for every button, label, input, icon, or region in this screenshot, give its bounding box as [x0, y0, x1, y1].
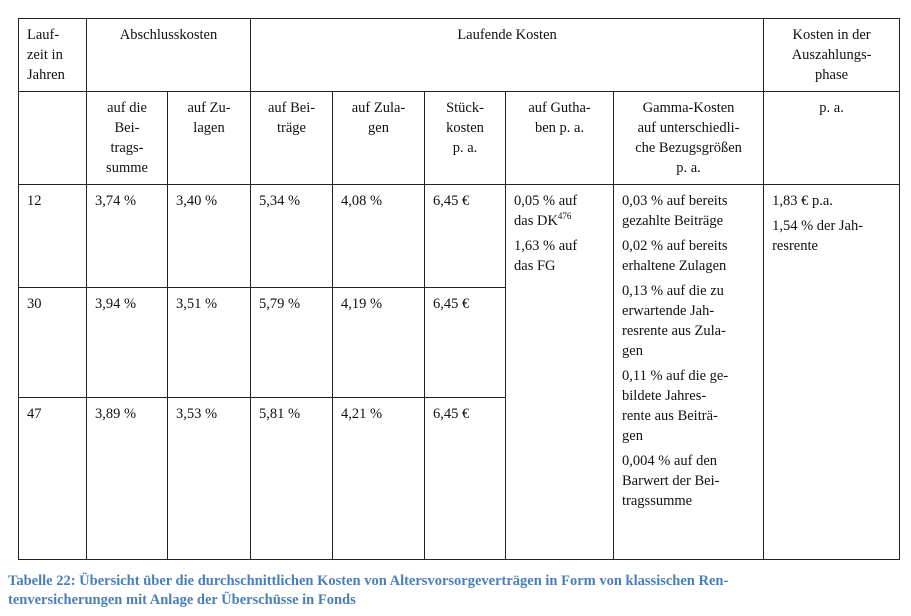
header-stueckkosten: Stück- kosten p. a. — [425, 92, 506, 185]
header-blank — [19, 92, 87, 185]
guthaben-dk-text: 0,05 % auf das DK — [514, 193, 578, 229]
cell-beitragssumme: 3,94 % — [87, 288, 168, 398]
cell-gamma — [614, 185, 764, 560]
header-gamma: Gamma-Kosten auf unterschiedli- che Bezugsgrößen p. a. — [614, 92, 764, 185]
auszahlung-item: 1,83 € p.a. — [772, 193, 833, 209]
cell-stueckkosten: 6,45 € — [425, 288, 506, 398]
gamma-item: 0,004 % auf den Barwert der Bei- tragssumme — [622, 453, 720, 509]
cell-laufzeit: 47 — [19, 398, 87, 560]
cell-auszahlung — [764, 185, 900, 560]
cell-stueckkosten: 6,45 € — [425, 398, 506, 560]
header-pa: p. a. — [764, 92, 900, 185]
header-guthaben: auf Gutha- ben p. a. — [506, 92, 614, 185]
cell-laufzeit: 12 — [19, 185, 87, 288]
gamma-item: 0,02 % auf bereits erhaltene Zulagen — [622, 238, 728, 274]
cell-beitraege: 5,81 % — [251, 398, 333, 560]
header-row-2 — [19, 92, 900, 185]
cell-beitragssumme: 3,74 % — [87, 185, 168, 288]
table-row — [19, 185, 900, 288]
footnote-ref[interactable]: 476 — [557, 211, 572, 222]
header-auszahlungsphase: Kosten in der Auszahlungs- phase — [764, 19, 900, 92]
guthaben-dk — [514, 191, 605, 231]
guthaben-fg: 1,63 % auf das FG — [514, 238, 578, 274]
cost-table — [18, 18, 900, 560]
cell-zulagen-laufend: 4,08 % — [333, 185, 425, 288]
header-zulagen-laufend: auf Zula- gen — [333, 92, 425, 185]
header-beitraege: auf Bei- träge — [251, 92, 333, 185]
header-zulagen-abschluss: auf Zu- lagen — [168, 92, 251, 185]
auszahlung-item: 1,54 % der Jah- resrente — [772, 218, 864, 254]
gamma-item: 0,13 % auf die zu erwartende Jah- resrente aus Zula- gen — [622, 283, 726, 359]
cell-beitraege: 5,34 % — [251, 185, 333, 288]
cell-laufzeit: 30 — [19, 288, 87, 398]
gamma-item: 0,11 % auf die ge- bildete Jahres- rente aus Beiträ- gen — [622, 368, 729, 444]
table-caption: Tabelle 22: Übersicht über die durchschnittlichen Kosten von Altersvorsorgeverträgen in Form von klassischen Ren- tenversicherungen mit Anlage der Überschüsse in Fonds — [8, 573, 729, 608]
cell-zulagen-abschluss: 3,53 % — [168, 398, 251, 560]
cell-beitragssumme: 3,89 % — [87, 398, 168, 560]
cell-zulagen-laufend: 4,21 % — [333, 398, 425, 560]
cell-zulagen-abschluss: 3,51 % — [168, 288, 251, 398]
cell-stueckkosten: 6,45 € — [425, 185, 506, 288]
header-beitragssumme: auf die Bei- trags- summe — [87, 92, 168, 185]
header-abschlusskosten: Abschlusskosten — [87, 19, 251, 92]
gamma-item: 0,03 % auf bereits gezahlte Beiträge — [622, 193, 728, 229]
cell-zulagen-abschluss: 3,40 % — [168, 185, 251, 288]
cell-beitraege: 5,79 % — [251, 288, 333, 398]
header-laufzeit: Lauf- zeit in Jahren — [19, 19, 87, 92]
cell-zulagen-laufend: 4,19 % — [333, 288, 425, 398]
header-row-1 — [19, 19, 900, 92]
cell-guthaben — [506, 185, 614, 560]
header-laufende-kosten: Laufende Kosten — [251, 19, 764, 92]
